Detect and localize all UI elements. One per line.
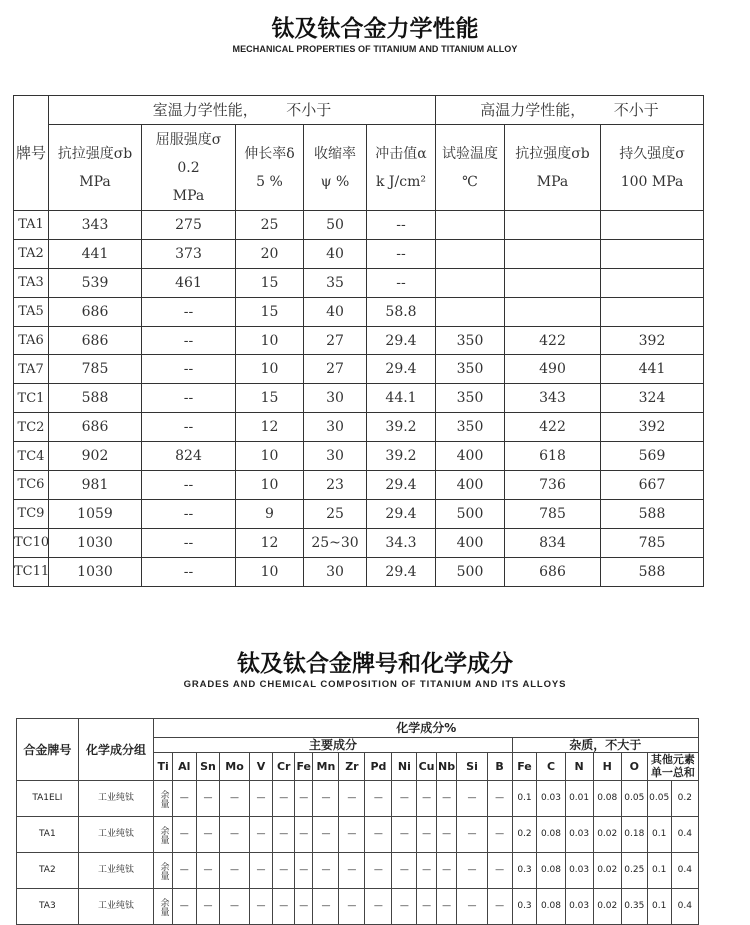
column-name-sub: 0.2 [177, 159, 200, 176]
value-cell: 23 [304, 471, 367, 500]
main-element-cell: — [417, 853, 436, 889]
impurity-element-header: O [621, 753, 647, 781]
column-header [505, 125, 601, 211]
main-element-cell: — [172, 781, 196, 817]
impurity-cell: 0.4 [671, 817, 698, 853]
main-element-cell: — [417, 781, 436, 817]
value-cell: -- [367, 239, 436, 268]
value-cell: 275 [142, 211, 236, 240]
main-element-cell: — [249, 781, 273, 817]
value-cell: 29.4 [367, 499, 436, 528]
value-cell: 350 [436, 384, 505, 413]
value-cell: 618 [505, 442, 601, 471]
element-header: Cr [273, 753, 295, 781]
grade-cell: TC2 [14, 413, 49, 442]
other-elements-sub [648, 767, 698, 779]
value-cell: -- [142, 557, 236, 586]
table-row [14, 355, 704, 384]
chem-header: 化学成分% [154, 719, 699, 738]
value-cell: 29.4 [367, 355, 436, 384]
value-cell: 40 [304, 297, 367, 326]
grade-cell: TC11 [14, 557, 49, 586]
value-cell: -- [142, 384, 236, 413]
main-element-cell: — [313, 889, 339, 925]
value-cell [505, 297, 601, 326]
table-row [14, 471, 704, 500]
element-header: Zr [339, 753, 365, 781]
value-cell: 686 [505, 557, 601, 586]
impurity-element-header: C [537, 753, 565, 781]
main-element-cell: — [392, 781, 417, 817]
value-cell: 39.2 [367, 442, 436, 471]
alloy-grade-cell: TA1ELI [17, 781, 79, 817]
page-subtitle: MECHANICAL PROPERTIES OF TITANIUM AND TITANIUM ALLOY [232, 44, 518, 54]
value-cell [601, 297, 704, 326]
impurity-cell: 0.08 [537, 817, 565, 853]
column-unit: ℃ [462, 173, 478, 190]
impurity-cell: 0.2 [512, 817, 537, 853]
value-cell: 10 [236, 326, 304, 355]
column-unit: MPa [536, 173, 569, 190]
element-header: Ni [392, 753, 417, 781]
table-row [14, 528, 704, 557]
impurity-cell: 0.3 [512, 853, 537, 889]
impurity-cell: 0.01 [565, 781, 593, 817]
element-header: Mo [220, 753, 249, 781]
value-cell: 1059 [49, 499, 142, 528]
main-element-cell: — [417, 889, 436, 925]
value-cell [601, 211, 704, 240]
main-element-cell: — [457, 889, 487, 925]
main-element-cell: — [457, 781, 487, 817]
value-cell: 27 [304, 355, 367, 384]
grade-header: 牌号 [14, 96, 49, 211]
value-cell: 785 [505, 499, 601, 528]
column-unit: MPa [172, 187, 205, 204]
grade-cell: TA5 [14, 297, 49, 326]
impurity-cell: 0.08 [537, 889, 565, 925]
table-row [14, 239, 704, 268]
page-title: 钛及钛合金力学性能 [271, 16, 479, 42]
impurity-cell: 0.1 [647, 853, 671, 889]
value-cell: 569 [601, 442, 704, 471]
main-element-cell: — [220, 817, 249, 853]
main-element-cell: — [339, 817, 365, 853]
value-cell: 785 [49, 355, 142, 384]
main-element-cell: — [487, 817, 512, 853]
value-cell: 588 [49, 384, 142, 413]
column-header [304, 125, 367, 211]
value-cell: 490 [505, 355, 601, 384]
table-row [14, 557, 704, 586]
main-element-cell: — [436, 853, 457, 889]
mechanical-properties-table [13, 95, 704, 587]
value-cell: 15 [236, 268, 304, 297]
main-element-cell: — [487, 781, 512, 817]
value-cell: -- [367, 268, 436, 297]
impurity-cell: 0.4 [671, 853, 698, 889]
main-element-cell: — [172, 889, 196, 925]
value-cell: 58.8 [367, 297, 436, 326]
column-name: 冲击值α [375, 145, 427, 162]
impurity-cell: 0.02 [593, 817, 621, 853]
group-cell: 工业纯钛 [78, 853, 154, 889]
table-row [14, 268, 704, 297]
value-cell [436, 211, 505, 240]
main-element-cell: — [295, 853, 313, 889]
value-cell: -- [142, 413, 236, 442]
value-cell: 10 [236, 355, 304, 384]
ti-balance-cell: 余量 [154, 889, 172, 925]
main-element-cell: — [249, 817, 273, 853]
column-unit: MPa [79, 173, 111, 190]
group-header: 化学成分组 [78, 719, 154, 781]
main-element-cell: — [436, 781, 457, 817]
alloy-grade-cell: TA3 [17, 889, 79, 925]
value-cell: 461 [142, 268, 236, 297]
section-title: 钛及钛合金牌号和化学成分 [237, 651, 513, 677]
main-element-cell: — [313, 853, 339, 889]
high-temp-header: 高温力学性能， 不小于 [436, 96, 704, 125]
value-cell [601, 239, 704, 268]
value-cell: 40 [304, 239, 367, 268]
element-header: Al [172, 753, 196, 781]
main-element-cell: — [273, 817, 295, 853]
value-cell: 686 [49, 297, 142, 326]
value-cell: -- [142, 499, 236, 528]
value-cell: 10 [236, 557, 304, 586]
value-cell: 44.1 [367, 384, 436, 413]
impurity-cell: 0.3 [512, 889, 537, 925]
table-row [14, 413, 704, 442]
value-cell [436, 239, 505, 268]
table-row [17, 817, 699, 853]
value-cell: 25 [236, 211, 304, 240]
value-cell: 343 [505, 384, 601, 413]
impurity-cell: 0.18 [621, 817, 647, 853]
value-cell: 30 [304, 442, 367, 471]
table-row [17, 853, 699, 889]
impurity-cell: 0.03 [565, 817, 593, 853]
main-header: 主要成分 [154, 738, 512, 753]
main-element-cell: — [313, 817, 339, 853]
value-cell: 422 [505, 326, 601, 355]
impurity-cell: 0.02 [593, 889, 621, 925]
main-element-cell: — [295, 889, 313, 925]
value-cell: 39.2 [367, 413, 436, 442]
value-cell: 392 [601, 326, 704, 355]
value-cell: 27 [304, 326, 367, 355]
element-header: Mn [313, 753, 339, 781]
value-cell [436, 268, 505, 297]
impurity-cell: 0.1 [512, 781, 537, 817]
main-element-cell: — [249, 853, 273, 889]
value-cell: 902 [49, 442, 142, 471]
grade-cell: TC1 [14, 384, 49, 413]
value-cell: -- [142, 528, 236, 557]
column-header [436, 125, 505, 211]
impurity-cell: 0.03 [565, 853, 593, 889]
main-element-cell: — [273, 781, 295, 817]
alloy-grade-cell: TA1 [17, 817, 79, 853]
main-element-cell: — [220, 781, 249, 817]
main-element-cell: — [392, 817, 417, 853]
main-element-cell: — [313, 781, 339, 817]
value-cell: 30 [304, 557, 367, 586]
value-cell: 824 [142, 442, 236, 471]
value-cell: 12 [236, 413, 304, 442]
impurity-cell: 0.03 [537, 781, 565, 817]
impurity-cell: 0.25 [621, 853, 647, 889]
value-cell: 15 [236, 297, 304, 326]
value-cell: 343 [49, 211, 142, 240]
main-element-cell: — [436, 817, 457, 853]
column-name: 抗拉强度σb [515, 145, 590, 162]
main-element-cell: — [417, 817, 436, 853]
column-name: 试验温度 [442, 145, 499, 162]
impurity-cell: 0.08 [537, 853, 565, 889]
value-cell: 441 [601, 355, 704, 384]
column-name: 抗拉强度σb [57, 145, 133, 162]
value-cell [505, 211, 601, 240]
value-cell: 1030 [49, 528, 142, 557]
ti-balance-cell: 余量 [154, 853, 172, 889]
value-cell: -- [142, 297, 236, 326]
column-header [236, 125, 304, 211]
grade-cell: TA7 [14, 355, 49, 384]
element-header: Cu [417, 753, 436, 781]
value-cell: 30 [304, 413, 367, 442]
main-element-cell: — [365, 889, 392, 925]
main-element-cell: — [273, 853, 295, 889]
value-cell: 25 [304, 499, 367, 528]
impurity-cell: 0.4 [671, 889, 698, 925]
main-element-cell: — [196, 781, 220, 817]
group-cell: 工业纯钛 [78, 889, 154, 925]
value-cell: 29.4 [367, 557, 436, 586]
impurity-cell: 0.35 [621, 889, 647, 925]
main-element-cell: — [220, 853, 249, 889]
impurity-cell: 0.05 [647, 781, 671, 817]
ti-balance-cell: 余量 [154, 817, 172, 853]
other-single-label: 单一 [650, 765, 673, 779]
value-cell [601, 268, 704, 297]
value-cell: 736 [505, 471, 601, 500]
room-temp-header: 室温力学性能， 不小于 [49, 96, 436, 125]
main-element-cell: — [436, 889, 457, 925]
value-cell: 29.4 [367, 326, 436, 355]
value-cell: 10 [236, 442, 304, 471]
main-element-cell: — [392, 853, 417, 889]
element-header: Sn [196, 753, 220, 781]
impurity-cell: 0.05 [621, 781, 647, 817]
column-header-row [14, 125, 704, 211]
value-cell: 400 [436, 528, 505, 557]
main-element-cell: — [487, 853, 512, 889]
alloy-header: 合金牌号 [17, 719, 79, 781]
main-element-cell: — [487, 889, 512, 925]
value-cell: 50 [304, 211, 367, 240]
column-name: 持久强度σ [619, 145, 685, 162]
table-row [14, 211, 704, 240]
element-header: Ti [154, 753, 172, 781]
value-cell: -- [142, 471, 236, 500]
column-header [49, 125, 142, 211]
impurity-element-header: Fe [512, 753, 537, 781]
main-element-cell: — [295, 781, 313, 817]
column-header [367, 125, 436, 211]
impurity-cell: 0.1 [647, 889, 671, 925]
main-element-cell: — [273, 889, 295, 925]
value-cell: 29.4 [367, 471, 436, 500]
impurity-cell: 0.08 [593, 781, 621, 817]
main-element-cell: — [457, 817, 487, 853]
value-cell: -- [142, 326, 236, 355]
group-cell: 工业纯钛 [78, 781, 154, 817]
value-cell: 15 [236, 384, 304, 413]
impurity-cell: 0.02 [593, 853, 621, 889]
impurity-element-header: H [593, 753, 621, 781]
element-header: Si [457, 753, 487, 781]
grade-cell: TA6 [14, 326, 49, 355]
table-row [14, 384, 704, 413]
table-row [14, 297, 704, 326]
impurity-cell: 0.1 [647, 817, 671, 853]
value-cell: 373 [142, 239, 236, 268]
impurity-cell: 0.03 [565, 889, 593, 925]
other-total-label: 总和 [672, 765, 695, 779]
value-cell: 588 [601, 557, 704, 586]
value-cell: -- [142, 355, 236, 384]
value-cell: 12 [236, 528, 304, 557]
value-cell: 35 [304, 268, 367, 297]
ti-balance-cell: 余量 [154, 781, 172, 817]
element-header: V [249, 753, 273, 781]
table-row [14, 442, 704, 471]
value-cell: 400 [436, 442, 505, 471]
grade-cell: TA1 [14, 211, 49, 240]
value-cell: 9 [236, 499, 304, 528]
value-cell: -- [367, 211, 436, 240]
main-element-cell: — [196, 817, 220, 853]
table-row [14, 499, 704, 528]
column-header [601, 125, 704, 211]
value-cell: 667 [601, 471, 704, 500]
grade-cell: TC6 [14, 471, 49, 500]
value-cell: 834 [505, 528, 601, 557]
element-header: B [487, 753, 512, 781]
value-cell: 10 [236, 471, 304, 500]
table-row [17, 889, 699, 925]
value-cell: 30 [304, 384, 367, 413]
main-element-cell: — [365, 817, 392, 853]
value-cell: 981 [49, 471, 142, 500]
grade-cell: TC4 [14, 442, 49, 471]
main-element-cell: — [339, 889, 365, 925]
column-name: 屈服强度σ [155, 131, 222, 148]
impurity-cell: 0.2 [671, 781, 698, 817]
impurity-header: 杂质，不大于 [512, 738, 698, 753]
value-cell [436, 297, 505, 326]
column-unit: 100 MPa [620, 173, 684, 190]
value-cell: 25~30 [304, 528, 367, 557]
grade-cell: TC9 [14, 499, 49, 528]
main-element-cell: — [295, 817, 313, 853]
column-unit: k J/cm² [376, 173, 426, 190]
other-elements-header [647, 753, 698, 781]
value-cell: 1030 [49, 557, 142, 586]
main-element-cell: — [392, 889, 417, 925]
column-header [142, 125, 236, 211]
value-cell: 20 [236, 239, 304, 268]
main-element-cell: — [249, 889, 273, 925]
grade-cell: TA3 [14, 268, 49, 297]
value-cell: 686 [49, 326, 142, 355]
value-cell: 400 [436, 471, 505, 500]
value-cell: 441 [49, 239, 142, 268]
value-cell [505, 268, 601, 297]
value-cell: 422 [505, 413, 601, 442]
table-row [14, 326, 704, 355]
column-name: 伸长率δ [244, 145, 295, 162]
main-element-cell: — [457, 853, 487, 889]
value-cell: 539 [49, 268, 142, 297]
group-cell: 工业纯钛 [78, 817, 154, 853]
value-cell: 350 [436, 355, 505, 384]
table-row [17, 781, 699, 817]
other-elements-title: 其他元素 [650, 753, 695, 767]
main-element-cell: — [365, 781, 392, 817]
value-cell: 324 [601, 384, 704, 413]
main-element-cell: — [172, 853, 196, 889]
grade-cell: TC10 [14, 528, 49, 557]
main-element-cell: — [365, 853, 392, 889]
main-element-cell: — [339, 853, 365, 889]
element-header: Nb [436, 753, 457, 781]
section-subtitle: GRADES AND CHEMICAL COMPOSITION OF TITANIUM AND ITS ALLOYS [183, 679, 567, 690]
column-unit: 5 % [256, 173, 283, 190]
main-element-cell: — [196, 889, 220, 925]
column-unit: ψ % [320, 173, 350, 190]
grade-cell: TA2 [14, 239, 49, 268]
value-cell: 350 [436, 413, 505, 442]
value-cell [505, 239, 601, 268]
main-element-cell: — [172, 817, 196, 853]
value-cell: 34.3 [367, 528, 436, 557]
value-cell: 785 [601, 528, 704, 557]
value-cell: 500 [436, 499, 505, 528]
chemical-composition-table [16, 718, 699, 925]
main-element-cell: — [339, 781, 365, 817]
alloy-grade-cell: TA2 [17, 853, 79, 889]
element-header: Pd [365, 753, 392, 781]
column-name: 收缩率 [314, 145, 356, 162]
value-cell: 392 [601, 413, 704, 442]
element-header: Fe [295, 753, 313, 781]
value-cell: 686 [49, 413, 142, 442]
value-cell: 350 [436, 326, 505, 355]
value-cell: 500 [436, 557, 505, 586]
main-element-cell: — [220, 889, 249, 925]
main-element-cell: — [196, 853, 220, 889]
impurity-element-header: N [565, 753, 593, 781]
value-cell: 588 [601, 499, 704, 528]
